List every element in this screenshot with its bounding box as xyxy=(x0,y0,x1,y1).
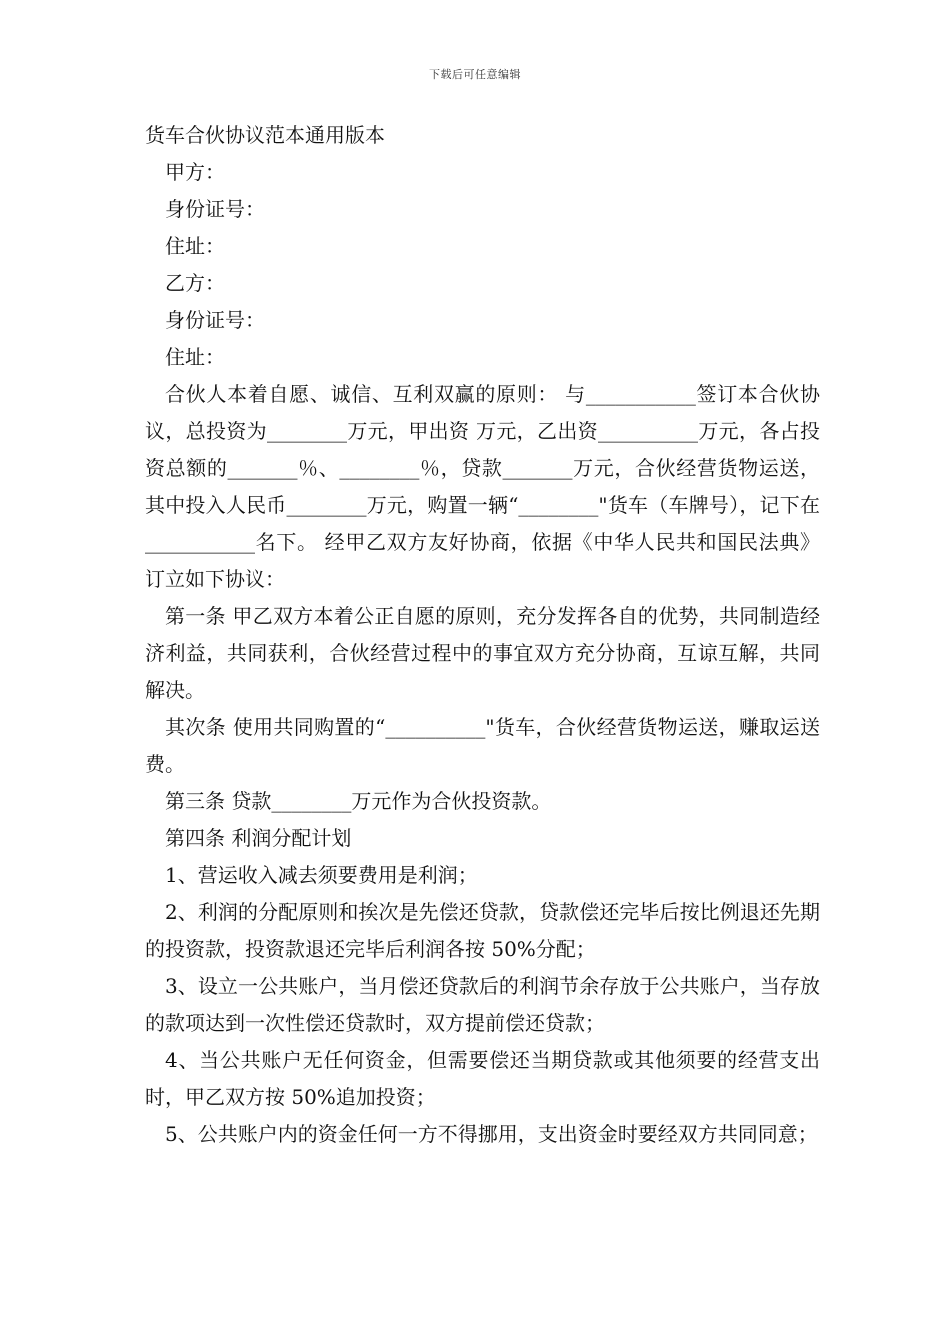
list-item: 5、公共账户内的资金任何一方不得挪用，支出资金时要经双方共同同意； xyxy=(165,1122,818,1146)
document-body xyxy=(145,117,820,1153)
list-item: 1、营运收入减去须要费用是利润； xyxy=(165,863,478,887)
party-a-line: 甲方： xyxy=(165,160,225,184)
party-a-id-line: 身份证号： xyxy=(165,197,265,221)
page-header-note: 下载后可任意编辑 xyxy=(429,68,521,81)
list-item: 4、当公共账户无任何资金，但需要偿还当期贷款或其他须要的经营支出时，甲乙双方按 50%追加投资； xyxy=(145,1048,820,1109)
list-item: 3、设立一公共账户，当月偿还贷款后的利润节余存放于公共账户，当存放的款项达到一次性偿还贷款时，双方提前偿还贷款； xyxy=(145,974,820,1035)
preamble-paragraph: 合伙人本着自愿、诚信、互利双赢的原则： 与___________签订本合伙协议，总投资为________万元，甲出资 万元，乙出资__________万元，各占投资总额的_______％、________％，贷款_______万元，合伙经营货物运送，其中投入人民币________万元，购置一辆“________"货车（车牌号），记下在___________名下。 经甲乙双方友好协商，依据《中华人民共和国民法典》订立如下协议： xyxy=(145,382,820,591)
article-2-paragraph: 其次条 使用共同购置的“__________"货车，合伙经营货物运送，赚取运送费。 xyxy=(145,715,820,776)
party-a-address-line: 住址： xyxy=(165,234,225,258)
party-b-line: 乙方： xyxy=(165,271,225,295)
article-1-paragraph: 第一条 甲乙双方本着公正自愿的原则，充分发挥各自的优势，共同制造经济利益，共同获利，合伙经营过程中的事宜双方充分协商，互谅互解，共同解决。 xyxy=(145,604,820,702)
party-b-address-line: 住址： xyxy=(165,345,225,369)
article-3-paragraph: 第三条 贷款________万元作为合伙投资款。 xyxy=(165,789,552,813)
party-b-id-line: 身份证号： xyxy=(165,308,265,332)
article-4-heading: 第四条 利润分配计划 xyxy=(165,826,352,850)
list-item: 2、利润的分配原则和挨次是先偿还贷款，贷款偿还完毕后按比例退还先期的投资款，投资款退还完毕后利润各按 50%分配； xyxy=(145,900,820,961)
document-title: 货车合伙协议范本通用版本 xyxy=(145,123,385,147)
